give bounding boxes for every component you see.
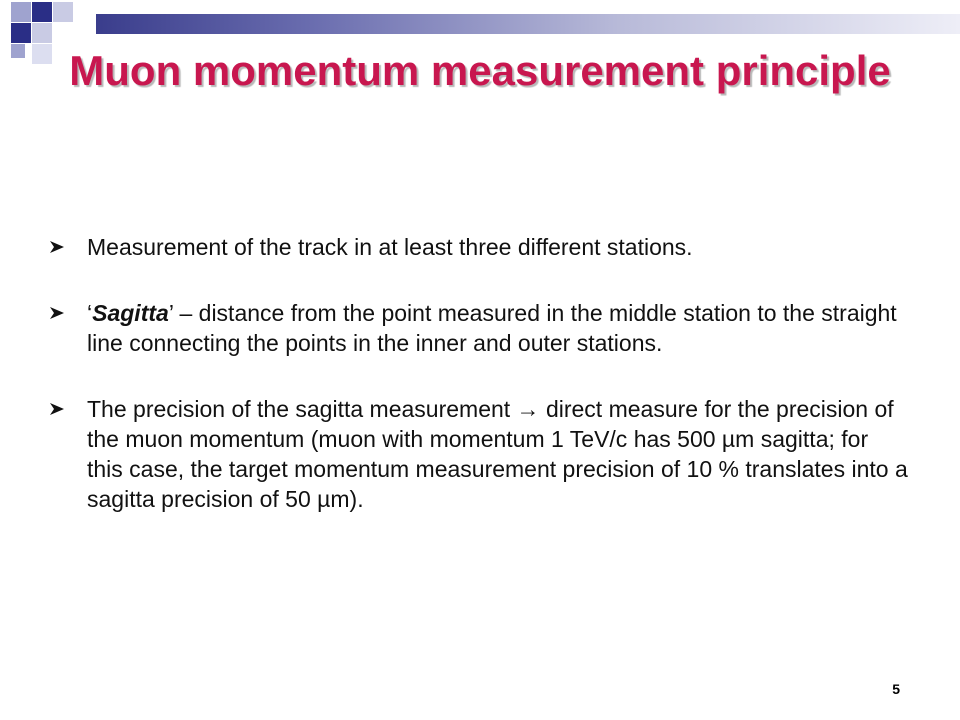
bullet-item bbox=[50, 298, 910, 358]
arrowhead-bullet-icon bbox=[50, 307, 64, 319]
decor-square bbox=[53, 2, 73, 22]
bullet-list bbox=[50, 232, 910, 550]
bullet-text: The precision of the sagitta measurement → direct measure for the precision of the muon momentum (muon with momentum 1 TeV/c has 500 µm sagitta; for this case, the target momentum measurement precision of 10 % translates into a sagitta precision of 50 µm). bbox=[87, 396, 908, 512]
bullet-item bbox=[50, 394, 910, 514]
bullet-text: Measurement of the track in at least three different stations. bbox=[87, 234, 693, 260]
decor-square bbox=[11, 44, 25, 58]
sagitta-term: Sagitta bbox=[92, 300, 169, 326]
decor-square bbox=[11, 23, 31, 43]
quote-close: ’ bbox=[168, 300, 174, 326]
slide-title: Muon momentum measurement principle bbox=[69, 47, 891, 94]
decor-square bbox=[32, 23, 52, 43]
header-gradient-bar bbox=[96, 14, 960, 34]
decor-square bbox=[11, 2, 31, 22]
quote-open: ‘ bbox=[87, 300, 93, 326]
arrowhead-bullet-icon bbox=[50, 241, 64, 253]
bullet-text: – distance from the point measured in the middle station to the straight line connecting the points in the inner and outer stations. bbox=[87, 300, 897, 356]
slide-number: 5 bbox=[892, 681, 900, 697]
arrowhead-bullet-icon bbox=[50, 403, 64, 415]
bullet-item bbox=[50, 232, 910, 262]
decor-square bbox=[32, 2, 52, 22]
